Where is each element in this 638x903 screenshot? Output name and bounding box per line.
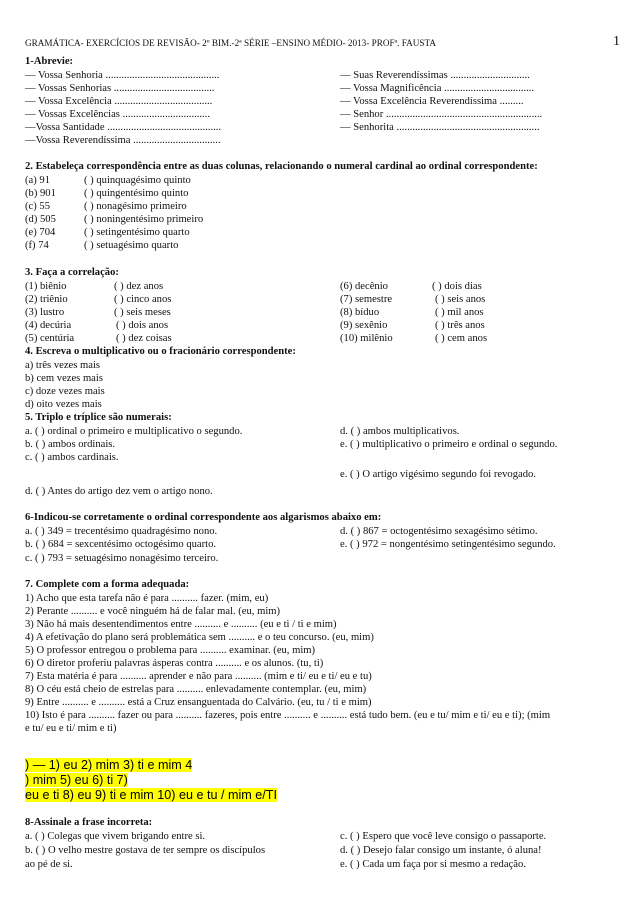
q4-item: a) três vezes mais — [25, 360, 101, 371]
q4-title: 4. Escreva o multiplicativo ou o fracionário correspondente: — [25, 346, 296, 357]
q3-col-c: (10) milênio — [340, 333, 393, 344]
q3-col-a: (5) centúria — [25, 333, 75, 344]
q5-option-b: b. ( ) ambos ordinais. — [25, 439, 116, 450]
answer-key-text: ) — 1) eu 2) mim 3) ti e mim 4 — [25, 758, 193, 772]
q3-col-c: (6) decênio — [340, 281, 388, 292]
q8-option-d: d. ( ) Desejo falar consigo um instante, ó aluna! — [340, 845, 542, 856]
q5-title: 5. Triplo e tríplice são numerais: — [25, 412, 172, 423]
q1-left-item: — Vossas Excelências ................................. — [25, 109, 210, 120]
q1-right-item: — Senhor ........................................................... — [340, 109, 543, 120]
q1-left-item: —Vossa Reverendíssima ................................. — [25, 135, 221, 146]
q7-item: 2) Perante .......... e você ninguém há de falar mal. (eu, mim) — [25, 606, 281, 617]
q1-right-item: — Senhorita ...................................................... — [340, 122, 540, 133]
q8-option-a: a. ( ) Colegas que vivem brigando entre si. — [25, 831, 206, 842]
q6-option-c: c. ( ) 793 = setuagésimo nonagésimo terceiro. — [25, 553, 219, 564]
q5-extra-d: d. ( ) Antes do artigo dez vem o artigo nono. — [25, 486, 213, 497]
q2-col-b: ( ) nonagésimo primeiro — [84, 201, 187, 212]
q3-col-d: ( ) cem anos — [435, 333, 488, 344]
answer-key-text: eu e ti 8) eu 9) ti e mim 10) eu e tu / mim e/TI — [25, 788, 277, 802]
q3-col-b: ( ) dez coisas — [116, 333, 172, 344]
q1-title: 1-Abrevie: — [25, 56, 74, 67]
q5-extra-e: e. ( ) O artigo vigésimo segundo foi revogado. — [340, 469, 536, 480]
q7-item: 6) O diretor proferiu palavras ásperas contra .......... e os alunos. (tu, ti) — [25, 658, 324, 669]
q3-col-d: ( ) três anos — [435, 320, 485, 331]
q3-col-b: ( ) dois anos — [116, 320, 169, 331]
q4-item: c) doze vezes mais — [25, 386, 105, 397]
q2-col-b: ( ) quinquagésimo quinto — [84, 175, 191, 186]
q1-right-item: — Suas Reverendíssimas .............................. — [340, 70, 530, 81]
q2-col-b: ( ) setuagésimo quarto — [84, 240, 179, 251]
q2-col-a: (c) 55 — [25, 201, 50, 212]
q3-col-b: ( ) cinco anos — [114, 294, 172, 305]
q1-left-item: — Vossas Senhorias ...................................... — [25, 83, 215, 94]
answer-key-line — [25, 758, 192, 773]
q2-title: 2. Estabeleça correspondência entre as duas colunas, relacionando o numeral cardinal ao ordinal correspondente: — [25, 161, 538, 172]
q6-title: 6-Indicou-se corretamente o ordinal correspondente aos algarismos abaixo em: — [25, 512, 382, 523]
q8-option-b-continued: ao pé de si. — [25, 859, 73, 870]
q3-col-d: ( ) seis anos — [435, 294, 486, 305]
q2-col-a: (f) 74 — [25, 240, 49, 251]
answer-key-text: ) mim 5) eu 6) ti 7) — [25, 773, 128, 787]
q5-option-a: a. ( ) ordinal o primeiro e multiplicativo o segundo. — [25, 426, 243, 437]
page-header: GRAMÁTICA- EXERCÍCIOS DE REVISÃO- 2º BIM.-2ª SÉRIE –ENSINO MÉDIO- 2013- PROFª. FAUSTA — [25, 38, 437, 48]
q1-left-item: — Vossa Senhoria ........................................... — [25, 70, 220, 81]
q7-item: 5) O professor entregou o problema para .......... examinar. (eu, mim) — [25, 645, 316, 656]
q2-col-b: ( ) setingentésimo quarto — [84, 227, 190, 238]
q2-col-a: (b) 901 — [25, 188, 56, 199]
q7-item: 1) Acho que esta tarefa não é para .......... fazer. (mim, eu) — [25, 593, 269, 604]
answer-key-line — [25, 788, 277, 803]
q7-item: 10) Isto é para .......... fazer ou para .......... fazeres, pois entre .......... e .......... está tudo bem. (eu e tu/ mim e ti/ eu e ti); (mim — [25, 710, 551, 721]
q4-item: b) cem vezes mais — [25, 373, 103, 384]
q8-title: 8-Assinale a frase incorreta: — [25, 817, 153, 828]
q3-title: 3. Faça a correlação: — [25, 267, 119, 278]
q3-col-a: (4) decúria — [25, 320, 72, 331]
q6-option-d: d. ( ) 867 = octogentésimo sexagésimo sétimo. — [340, 526, 538, 537]
q3-col-a: (3) lustro — [25, 307, 65, 318]
q6-option-b: b. ( ) 684 = sexcentésimo octogésimo quarto. — [25, 539, 217, 550]
q3-col-b: ( ) seis meses — [114, 307, 171, 318]
q7-item: 8) O céu está cheio de estrelas para .......... enlevadamente contemplar. (eu, mim) — [25, 684, 367, 695]
q5-option-e: e. ( ) multiplicativo o primeiro e ordinal o segundo. — [340, 439, 558, 450]
page-number: 1 — [613, 34, 620, 49]
q5-option-c: c. ( ) ambos cardinais. — [25, 452, 119, 463]
q7-title: 7. Complete com a forma adequada: — [25, 579, 190, 590]
q8-option-e: e. ( ) Cada um faça por si mesmo a redação. — [340, 859, 526, 870]
q3-col-b: ( ) dez anos — [114, 281, 164, 292]
q1-right-item: — Vossa Magnificência .................................. — [340, 83, 535, 94]
q2-col-a: (a) 91 — [25, 175, 50, 186]
q2-col-b: ( ) noningentésimo primeiro — [84, 214, 204, 225]
q3-col-d: ( ) dois dias — [432, 281, 482, 292]
q1-left-item: — Vossa Excelência ..................................... — [25, 96, 213, 107]
q7-item: 3) Não há mais desentendimentos entre .......... e .......... (eu e ti / ti e mim) — [25, 619, 337, 630]
q3-col-a: (2) triênio — [25, 294, 68, 305]
q1-right-item: — Vossa Excelência Reverendíssima ......... — [340, 96, 524, 107]
q5-option-d: d. ( ) ambos multiplicativos. — [340, 426, 460, 437]
q8-option-c: c. ( ) Espero que você leve consigo o passaporte. — [340, 831, 547, 842]
q2-col-b: ( ) quingentésimo quinto — [84, 188, 189, 199]
q3-col-c: (9) sexênio — [340, 320, 388, 331]
answer-key-line — [25, 773, 128, 788]
q8-option-b: b. ( ) O velho mestre gostava de ter sempre os discípulos — [25, 845, 266, 856]
q7-item: e tu/ eu e ti/ mim e ti) — [25, 723, 117, 734]
q2-col-a: (d) 505 — [25, 214, 56, 225]
q3-col-a: (1) biênio — [25, 281, 67, 292]
q6-option-a: a. ( ) 349 = trecentésimo quadragésimo nono. — [25, 526, 218, 537]
q1-left-item: —Vossa Santidade ........................................... — [25, 122, 222, 133]
q4-item: d) oito vezes mais — [25, 399, 102, 410]
q3-col-c: (7) semestre — [340, 294, 393, 305]
q7-item: 4) A efetivação do plano será problemática sem .......... e o teu concurso. (eu, mim) — [25, 632, 374, 643]
q2-col-a: (e) 704 — [25, 227, 56, 238]
q3-col-d: ( ) mil anos — [435, 307, 484, 318]
q3-col-c: (8) bíduo — [340, 307, 380, 318]
q7-item: 9) Entre .......... e .......... está a Cruz ensanguentada do Calvário. (eu, tu / ti e mim) — [25, 697, 372, 708]
q6-option-e: e. ( ) 972 = nongentésimo setingentésimo segundo. — [340, 539, 556, 550]
q7-item: 7) Esta matéria é para .......... aprender e não para .......... (mim e ti/ eu e ti/ eu e tu) — [25, 671, 372, 682]
